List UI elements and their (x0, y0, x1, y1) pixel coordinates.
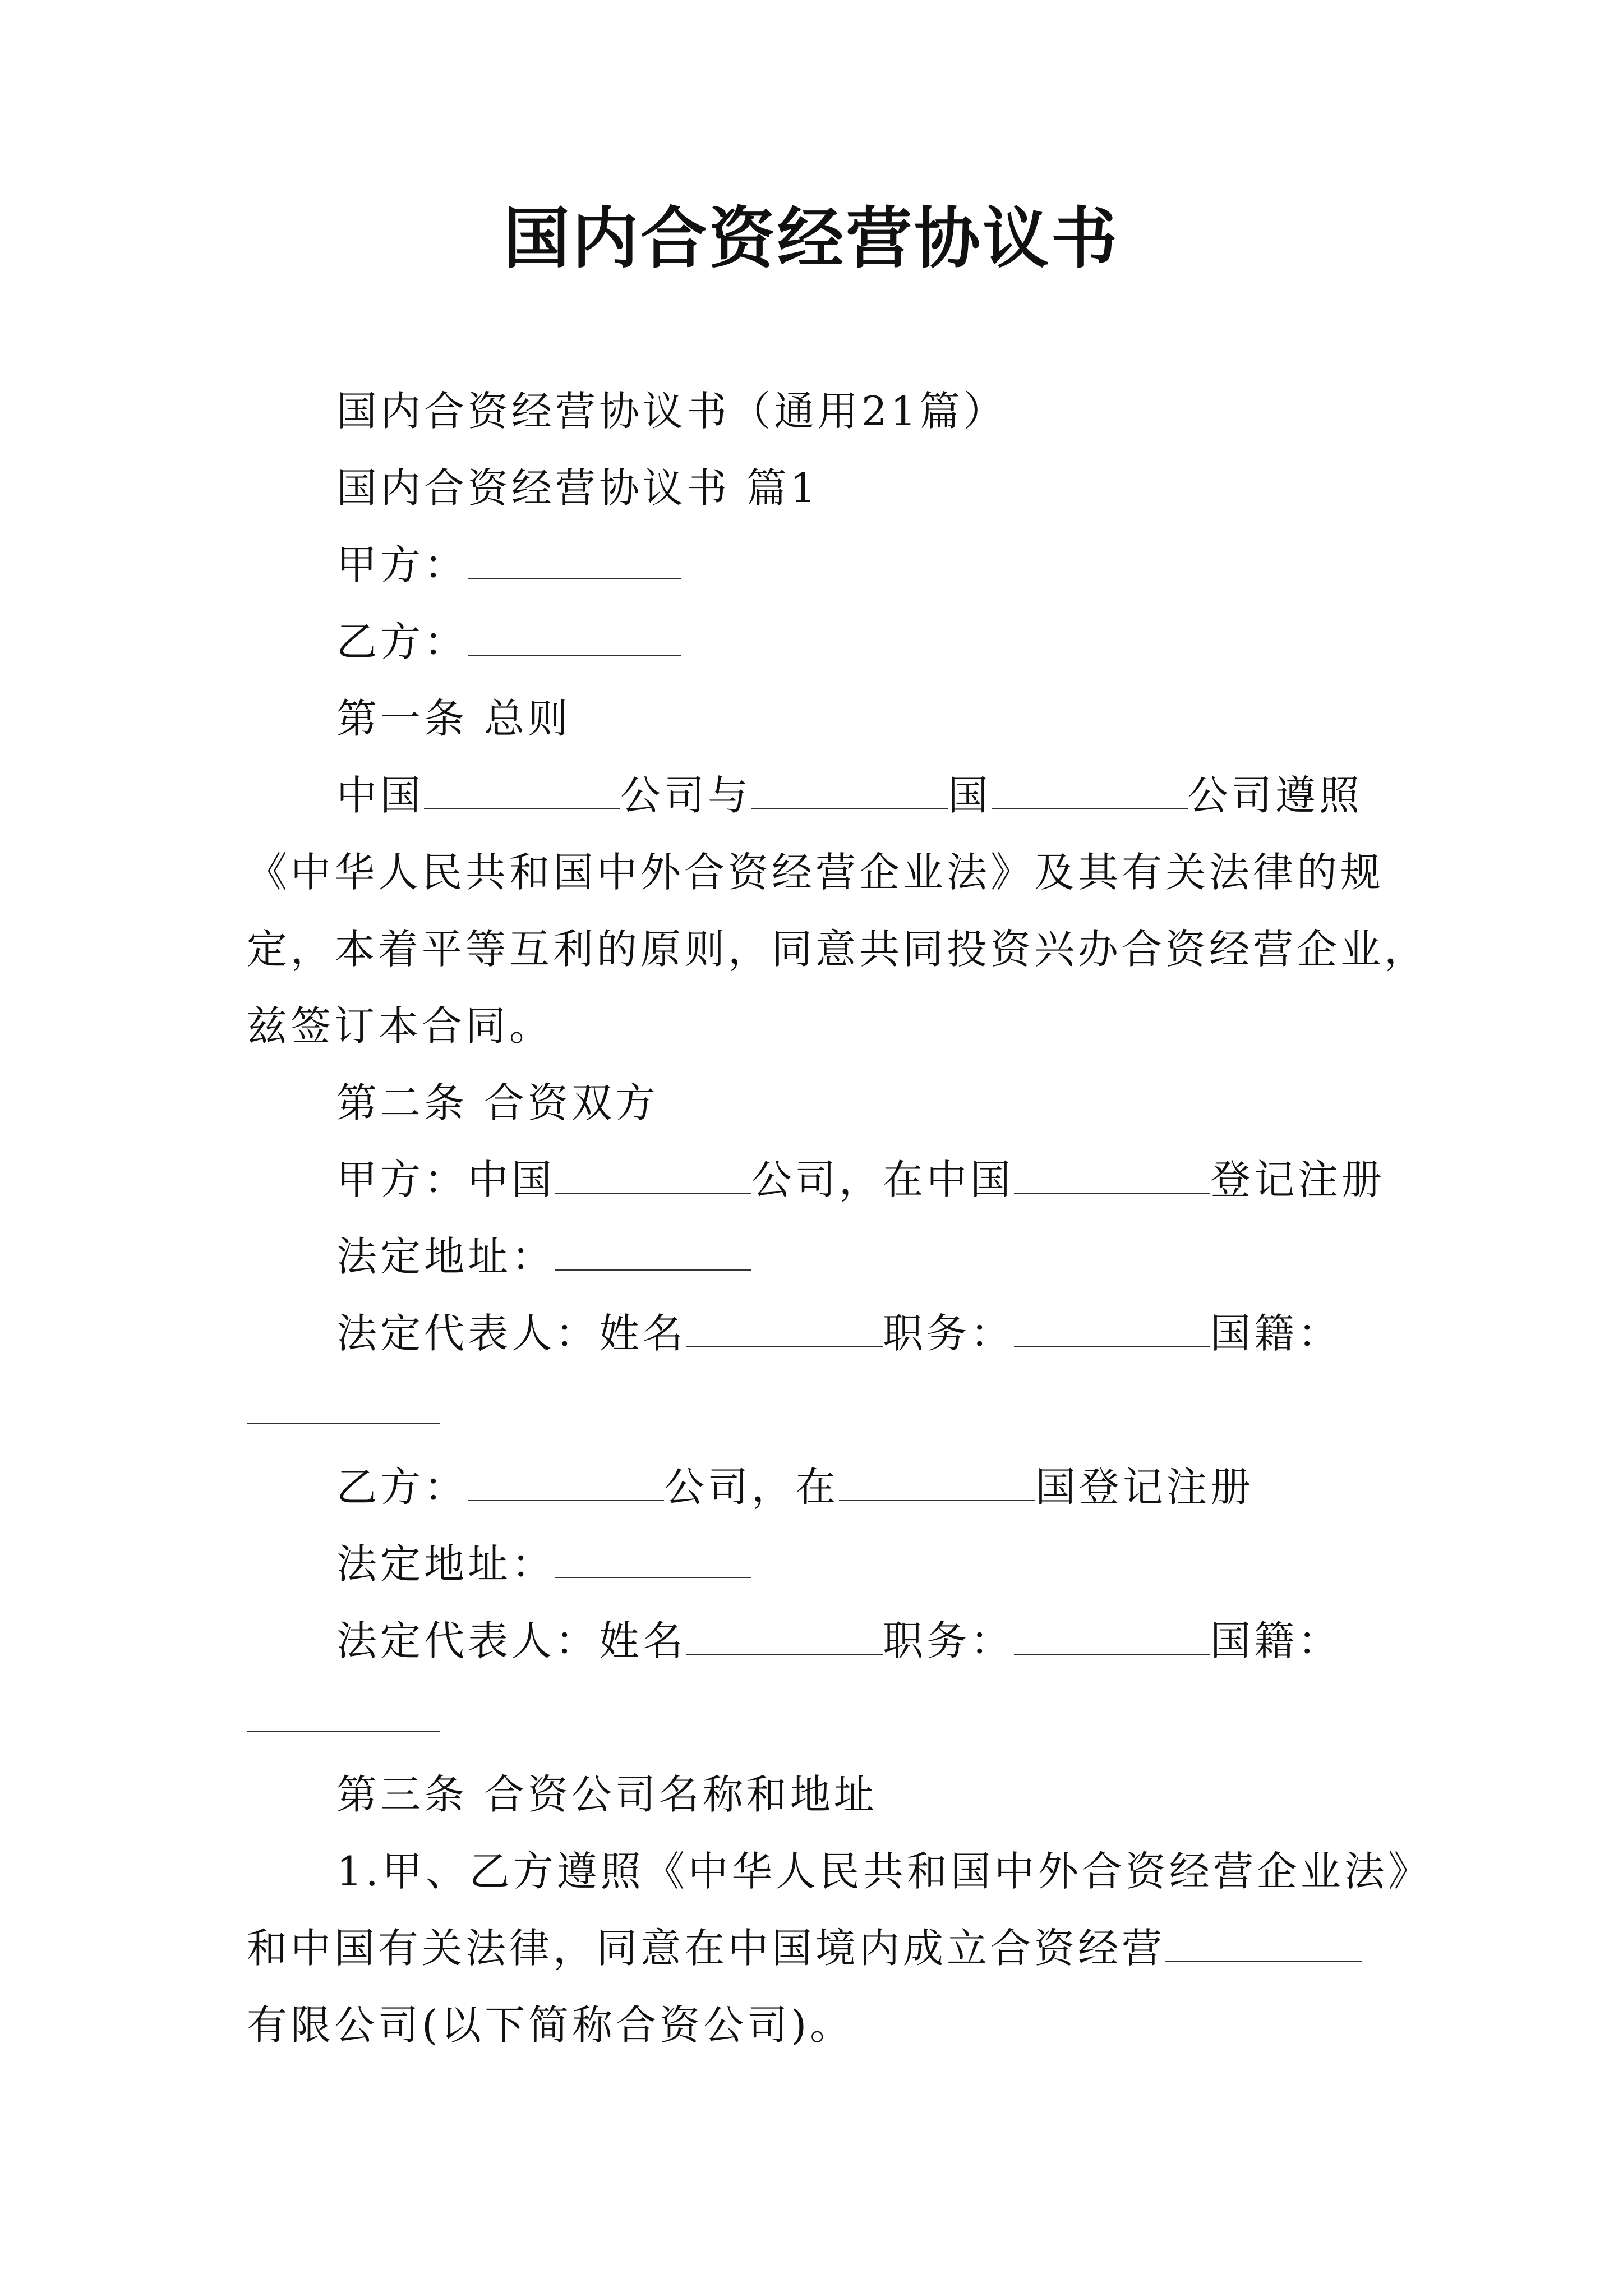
address-blank (555, 1542, 751, 1578)
address-blank (555, 1235, 751, 1271)
text-span: 国 (948, 772, 992, 819)
party-b-nationality-line (247, 1692, 440, 1743)
party-a-label: 甲方： (336, 541, 468, 588)
document-title: 国内合资经营协议书 (503, 199, 1119, 277)
article-heading: 国内合资经营协议书 篇1 (336, 464, 819, 512)
text-span: 职务： (883, 1617, 1015, 1664)
text-span: 公司遵照 (1188, 772, 1363, 819)
location-blank (1014, 1158, 1210, 1194)
text-span: 国籍： (1210, 1310, 1342, 1357)
text-span: 甲方：中国 (336, 1156, 556, 1203)
party-a-blank (468, 543, 681, 579)
name-blank (686, 1312, 883, 1347)
party-b-address (336, 1539, 751, 1589)
party-b-label: 乙方： (336, 618, 468, 665)
section3-paragraph-line1: 1.甲、乙方遵照《中华人民共和国中外合资经营企业法》 (336, 1848, 1432, 1895)
text-span: 法定地址： (336, 1540, 556, 1588)
text-span: 公司与 (620, 772, 752, 819)
nationality-blank (247, 1696, 440, 1732)
text-span: 中国 (336, 772, 425, 819)
foreign-company-blank (992, 774, 1188, 809)
nationality-blank (247, 1388, 440, 1424)
company-blank (555, 1158, 751, 1194)
text-span: 公司，在中国 (751, 1156, 1015, 1203)
party-a-registration (336, 1154, 1385, 1205)
text-span: 法定地址： (336, 1233, 556, 1280)
section1-paragraph-line3: 定，本着平等互利的原则，同意共同投资兴办合资经营企业， (247, 926, 1428, 973)
section3-heading: 第三条 合资公司名称和地址 (336, 1771, 878, 1818)
section3-paragraph-line2 (247, 1923, 1362, 1973)
section1-heading: 第一条 总则 (336, 695, 571, 742)
text-span: 和中国有关法律，同意在中国境内成立合资经营 (247, 1925, 1166, 1972)
country-blank (839, 1465, 1035, 1501)
company-name-blank (1165, 1926, 1362, 1962)
party-a-representative (336, 1308, 1341, 1359)
text-span: 乙方： (336, 1464, 468, 1511)
party-b-representative (336, 1616, 1341, 1666)
company-blank (468, 1465, 664, 1501)
party-a-nationality-line (247, 1385, 440, 1435)
section1-paragraph-line1 (336, 770, 1363, 821)
party-a-address (336, 1231, 751, 1282)
party-b-registration (336, 1462, 1254, 1512)
text-span: 国登记注册 (1035, 1464, 1255, 1511)
section1-paragraph-line2: 《中华人民共和国中外合资经营企业法》及其有关法律的规 (247, 849, 1385, 896)
name-blank (686, 1619, 883, 1655)
section1-paragraph-line4: 兹签订本合同。 (247, 1002, 554, 1050)
party-b-line (336, 616, 681, 667)
duty-blank (1014, 1619, 1210, 1655)
text-span: 公司，在 (664, 1464, 840, 1511)
party-b-blank (468, 620, 681, 656)
text-span: 职务： (883, 1310, 1015, 1357)
section2-heading: 第二条 合资双方 (336, 1079, 659, 1126)
party-a-line (336, 540, 681, 590)
company-blank (424, 774, 620, 809)
text-span: 登记注册 (1210, 1156, 1386, 1203)
text-span: 国籍： (1210, 1617, 1342, 1664)
section3-paragraph-line3: 有限公司(以下简称合资公司)。 (247, 2001, 854, 2049)
document-subtitle: 国内合资经营协议书（通用21篇） (336, 388, 1007, 435)
duty-blank (1014, 1312, 1210, 1347)
country-blank (751, 774, 948, 809)
text-span: 法定代表人：姓名 (336, 1310, 687, 1357)
text-span: 法定代表人：姓名 (336, 1617, 687, 1664)
